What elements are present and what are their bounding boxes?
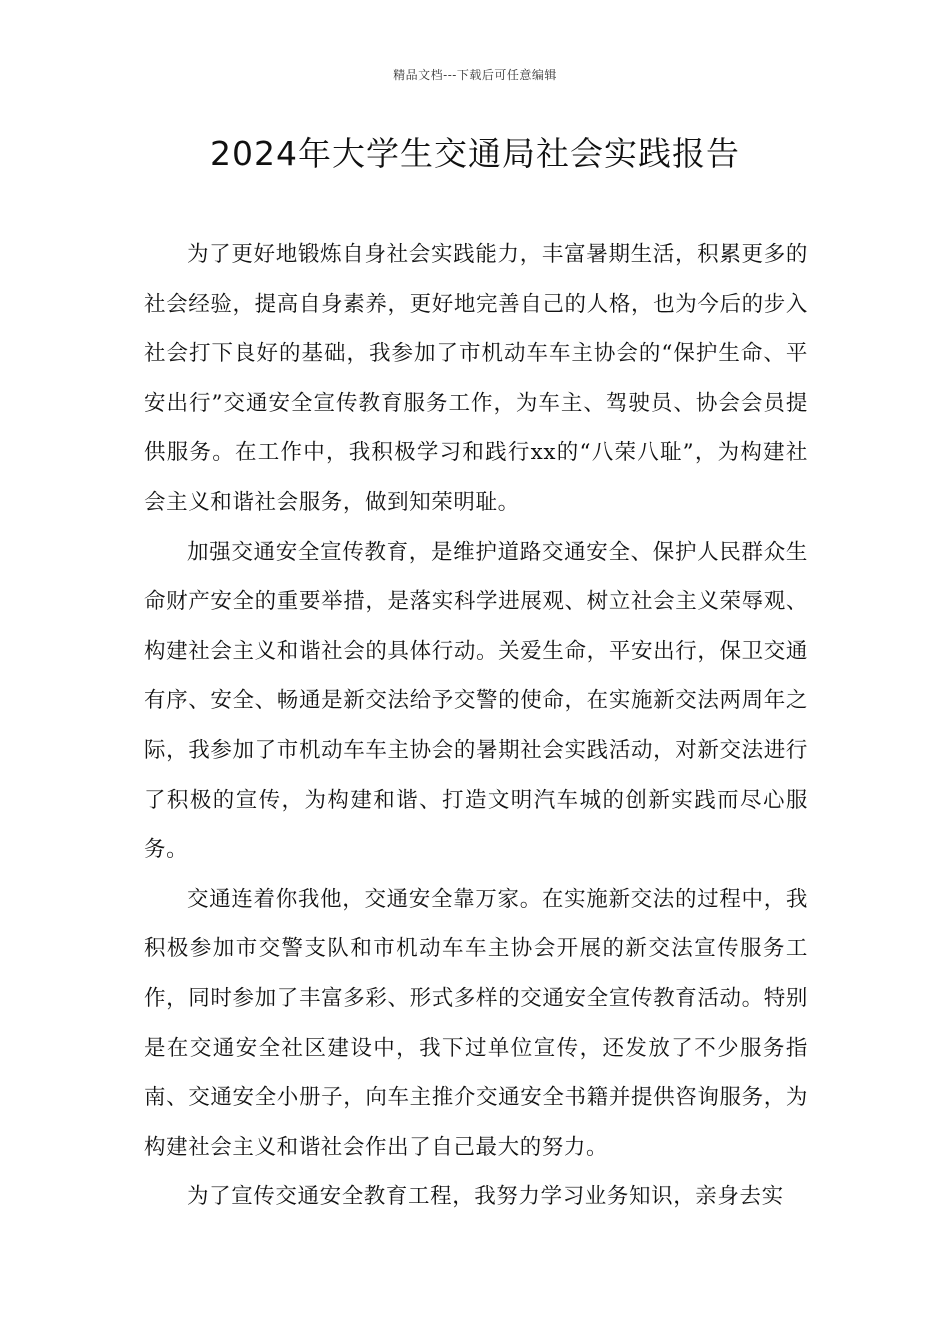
document-title: 2024年大学生交通局社会实践报告 bbox=[210, 134, 740, 173]
paragraph-2: 加强交通安全宣传教育，是维护道路交通安全、保护人民群众生命财产安全的重要举措，是落实科学进展观、树立社会主义荣辱观、构建社会主义和谐社会的具体行动。关爱生命，平安出行，保卫交通有序、安全、畅通是新交法给予交警的使命，在实施新交法两周年之际，我参加了市机动车车主协会的暑期社会实践活动，对新交法进行了积极的宣传，为构建和谐、打造文明汽车城的创新实践而尽心服务。 bbox=[144, 539, 808, 863]
paragraph-1: 为了更好地锻炼自身社会实践能力，丰富暑期生活，积累更多的社会经验，提高自身素养，更好地完善自己的人格，也为今后的步入社会打下良好的基础，我参加了市机动车车主协会的“保护生命、平安出行”交通安全宣传教育服务工作，为车主、驾驶员、协会会员提供服务。在工作中，我积极学习和践行xx的“八荣八耻”，为构建社会主义和谐社会服务，做到知荣明耻。 bbox=[144, 242, 808, 515]
paragraph-4: 为了宣传交通安全教育工程，我努力学习业务知识，亲身去实 bbox=[187, 1184, 784, 1210]
document-body bbox=[144, 230, 808, 1222]
paragraph-3: 交通连着你我他，交通安全靠万家。在实施新交法的过程中，我积极参加市交警支队和市机动车车主协会开展的新交法宣传服务工作，同时参加了丰富多彩、形式多样的交通安全宣传教育活动。特别是在交通安全社区建设中，我下过单位宣传，还发放了不少服务指南、交通安全小册子，向车主推介交通安全书籍并提供咨询服务，为构建社会主义和谐社会作出了自己最大的努力。 bbox=[144, 886, 808, 1160]
header-note: 精品文档---下载后可任意编辑 bbox=[393, 68, 557, 82]
